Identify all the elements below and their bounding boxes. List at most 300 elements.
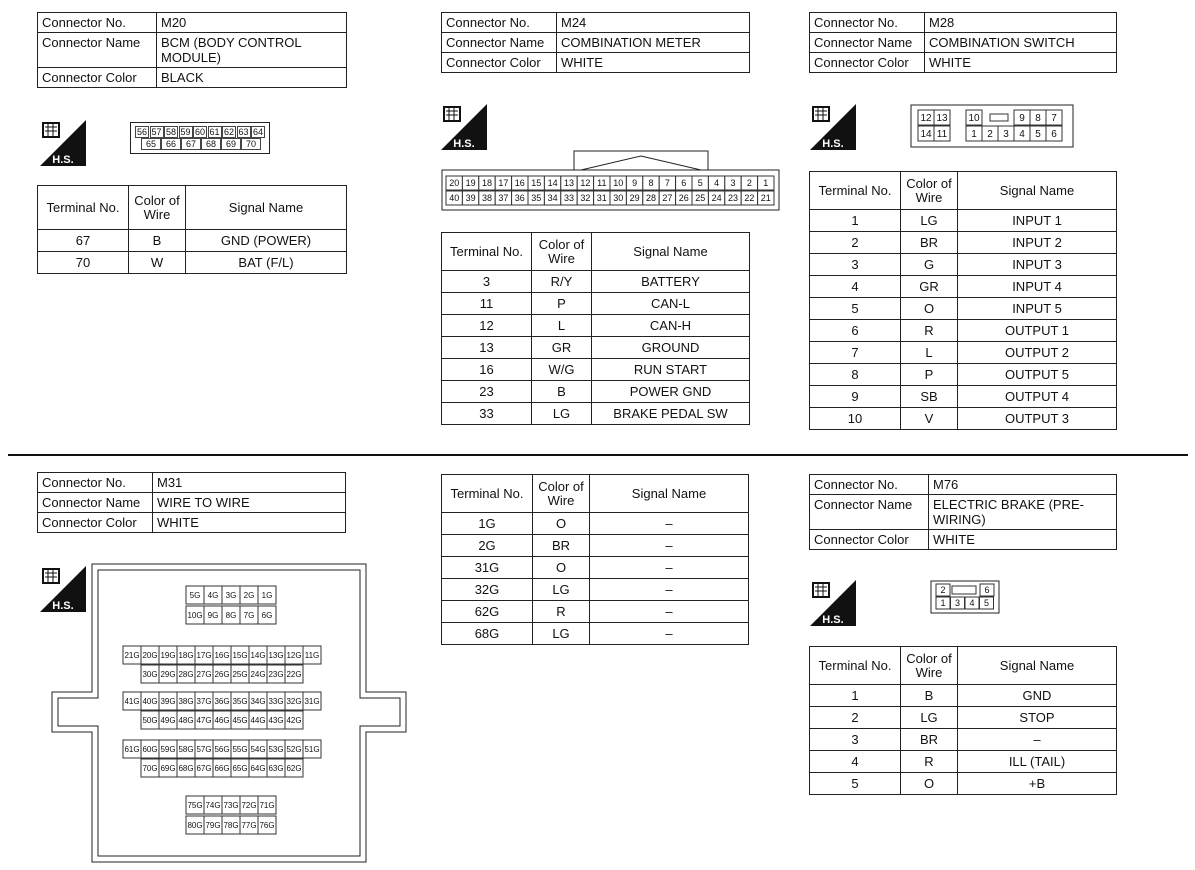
- pin-60G: [141, 740, 159, 758]
- table-row: [38, 252, 347, 274]
- pin-19: [462, 176, 478, 190]
- table-row: [442, 579, 749, 601]
- pin-6G: [258, 606, 276, 624]
- pin-label: 3: [730, 178, 736, 189]
- pin-63G: [267, 759, 285, 777]
- pin-67: 67: [181, 138, 201, 150]
- pin-67G: [195, 759, 213, 777]
- pin-label: 76G: [259, 820, 275, 830]
- terminal-no-cell: 1: [810, 210, 901, 232]
- pin-label: 65G: [232, 763, 248, 773]
- pin-label: 77G: [241, 820, 257, 830]
- pin-label: 47G: [196, 715, 212, 725]
- pin-31G: [303, 692, 321, 710]
- pin-78G: [222, 816, 240, 834]
- pin-33: [561, 191, 577, 205]
- pin-label: 14: [547, 178, 558, 189]
- pin-label: 22G: [286, 669, 302, 679]
- signal-name-cell: BRAKE PEDAL SW: [592, 403, 750, 425]
- pin-label: 74G: [205, 800, 221, 810]
- pin-2: [741, 176, 757, 190]
- wire-color-cell: LG: [533, 623, 590, 645]
- m76-connector-face: [930, 580, 1002, 616]
- pin-label: 21: [760, 193, 771, 204]
- pin-label: 10: [613, 178, 624, 189]
- pin-59: 59: [180, 127, 191, 137]
- section-divider: [8, 454, 1188, 456]
- pin-8G: [222, 606, 240, 624]
- table-row: [810, 320, 1117, 342]
- pin-label: 37G: [196, 696, 212, 706]
- signal-name-cell: INPUT 5: [958, 298, 1117, 320]
- pin-8: [1030, 110, 1046, 125]
- signal-name-cell: STOP: [958, 707, 1117, 729]
- wire-color-cell: SB: [901, 386, 958, 408]
- wire-color-cell: LG: [532, 403, 592, 425]
- pin-label: 10G: [187, 610, 203, 620]
- pin-50G: [141, 711, 159, 729]
- pin-label: 2: [987, 129, 993, 140]
- pin-label: 26G: [214, 669, 230, 679]
- wire-color-header: Color of Wire: [901, 172, 958, 210]
- signal-name-cell: –: [590, 601, 749, 623]
- pin-10: [610, 176, 626, 190]
- pin-6: [676, 176, 692, 190]
- pin-80G: [186, 816, 204, 834]
- wire-color-cell: O: [901, 773, 958, 795]
- wire-color-cell: O: [533, 557, 590, 579]
- signal-name-cell: ILL (TAIL): [958, 751, 1117, 773]
- m76-connector-no: M76: [929, 475, 1117, 495]
- m31-connector-color: WHITE: [153, 513, 346, 533]
- pin-33G: [267, 692, 285, 710]
- connector-name-label: Connector Name: [38, 493, 153, 513]
- pin-7G: [240, 606, 258, 624]
- pin-label: 80G: [187, 820, 203, 830]
- pin-16: [512, 176, 528, 190]
- pin-label: 45G: [232, 715, 248, 725]
- pin-25: [692, 191, 708, 205]
- pin-9: [1014, 110, 1030, 125]
- m20-harness-side-icon: [40, 120, 86, 166]
- signal-name-cell: OUTPUT 2: [958, 342, 1117, 364]
- pin-label: 14G: [250, 650, 266, 660]
- pin-22: [741, 191, 757, 205]
- pin-label: 26: [678, 193, 689, 204]
- table-row: [810, 707, 1117, 729]
- wire-color-cell: V: [901, 408, 958, 430]
- pin-34: [544, 191, 560, 205]
- table-row: [442, 557, 749, 579]
- pin-66G: [213, 759, 231, 777]
- pin-14G: [249, 646, 267, 664]
- pin-label: 30: [613, 193, 624, 204]
- pin-11: [594, 176, 610, 190]
- pin-label: 6: [984, 585, 990, 596]
- pin-label: 16: [514, 178, 525, 189]
- pin-label: 44G: [250, 715, 266, 725]
- terminal-no-header: Terminal No.: [810, 172, 901, 210]
- pin-label: 25: [695, 193, 706, 204]
- m24-connector-face: [441, 150, 781, 214]
- pin-30: [610, 191, 626, 205]
- pin-label: 21G: [124, 650, 140, 660]
- terminal-no-cell: 33: [442, 403, 532, 425]
- wire-color-cell: R: [533, 601, 590, 623]
- pin-14: [918, 126, 934, 141]
- wire-color-cell: BR: [533, 535, 590, 557]
- wire-color-cell: L: [532, 315, 592, 337]
- connector-name-label: Connector Name: [38, 33, 157, 68]
- pin-label: 30G: [142, 669, 158, 679]
- pin-66: 66: [161, 138, 181, 150]
- signal-name-cell: OUTPUT 4: [958, 386, 1117, 408]
- pin-10G: [186, 606, 204, 624]
- pin-label: 62G: [286, 763, 302, 773]
- pin-6: [1046, 126, 1062, 141]
- connector-name-label: Connector Name: [810, 495, 929, 530]
- wire-color-cell: O: [901, 298, 958, 320]
- terminal-no-cell: 3: [442, 271, 532, 293]
- pin-36: [512, 191, 528, 205]
- pin-37G: [195, 692, 213, 710]
- pin-34G: [249, 692, 267, 710]
- pin-12G: [285, 646, 303, 664]
- wire-color-cell: B: [901, 685, 958, 707]
- terminal-no-cell: 4: [810, 276, 901, 298]
- pin-label: 6: [681, 178, 687, 189]
- pin-label: 61G: [124, 744, 140, 754]
- pin-54G: [249, 740, 267, 758]
- wire-color-header: Color of Wire: [129, 186, 186, 230]
- pin-5: [692, 176, 708, 190]
- pin-3: [725, 176, 741, 190]
- table-row: [442, 535, 749, 557]
- pin-68G: [177, 759, 195, 777]
- pin-label: 1: [940, 598, 946, 609]
- wire-color-cell: W/G: [532, 359, 592, 381]
- pin-7: [659, 176, 675, 190]
- pin-label: 39: [465, 193, 476, 204]
- pin-72G: [240, 796, 258, 814]
- m28-harness-side-icon: [810, 104, 856, 150]
- pin-label: 1: [763, 178, 769, 189]
- pin-label: 17: [498, 178, 509, 189]
- pin-44G: [249, 711, 267, 729]
- pin-15G: [231, 646, 249, 664]
- signal-name-cell: INPUT 3: [958, 254, 1117, 276]
- table-row: [38, 230, 347, 252]
- terminal-no-cell: 6: [810, 320, 901, 342]
- signal-name-cell: OUTPUT 5: [958, 364, 1117, 386]
- pin-26: [676, 191, 692, 205]
- terminal-no-cell: 2: [810, 232, 901, 254]
- terminal-no-header: Terminal No.: [442, 233, 532, 271]
- pin-label: 24G: [250, 669, 266, 679]
- pin-69: 69: [221, 138, 241, 150]
- terminal-no-cell: 2G: [442, 535, 533, 557]
- wire-color-header: Color of Wire: [901, 647, 958, 685]
- pin-label: 56G: [214, 744, 230, 754]
- wire-color-cell: BR: [901, 232, 958, 254]
- pin-5G: [186, 586, 204, 604]
- pin-10: [966, 110, 982, 125]
- wire-color-cell: W: [129, 252, 186, 274]
- wire-color-cell: GR: [901, 276, 958, 298]
- signal-name-cell: INPUT 1: [958, 210, 1117, 232]
- pin-3: [951, 597, 965, 609]
- pin-18G: [177, 646, 195, 664]
- pin-label: 6: [1051, 129, 1057, 140]
- pin-28: [643, 191, 659, 205]
- table-row: [442, 337, 750, 359]
- table-row: [810, 276, 1117, 298]
- pin-label: 54G: [250, 744, 266, 754]
- table-row: [810, 729, 1117, 751]
- terminal-no-cell: 2: [810, 707, 901, 729]
- pin-label: 46G: [214, 715, 230, 725]
- wire-color-cell: LG: [901, 210, 958, 232]
- m28-connector-face: [910, 104, 1074, 148]
- wire-color-cell: G: [901, 254, 958, 276]
- wire-color-cell: LG: [533, 579, 590, 601]
- pin-9G: [204, 606, 222, 624]
- signal-name-cell: –: [590, 513, 749, 535]
- table-row: [810, 773, 1117, 795]
- terminal-no-cell: 13: [442, 337, 532, 359]
- terminal-no-cell: 1G: [442, 513, 533, 535]
- pin-77G: [240, 816, 258, 834]
- pin-label: 35: [531, 193, 542, 204]
- signal-name-header: Signal Name: [958, 647, 1117, 685]
- signal-name-cell: +B: [958, 773, 1117, 795]
- m24-terminal-table: [441, 232, 750, 425]
- pin-17: [495, 176, 511, 190]
- m20-connector-info: [37, 12, 347, 88]
- pin-12: [577, 176, 593, 190]
- pin-label: 36: [514, 193, 525, 204]
- m20-connector-no: M20: [157, 13, 347, 33]
- connector-name-label: Connector Name: [810, 33, 925, 53]
- m31-connector-no: M31: [153, 473, 346, 493]
- pin-21: [758, 191, 774, 205]
- pin-17G: [195, 646, 213, 664]
- pin-label: 13: [936, 113, 948, 124]
- pin-11: [934, 126, 950, 141]
- pin-1: [966, 126, 982, 141]
- table-row: [442, 601, 749, 623]
- pin-label: 68G: [178, 763, 194, 773]
- pin-58G: [177, 740, 195, 758]
- pin-23G: [267, 665, 285, 683]
- pin-label: 9: [632, 178, 638, 189]
- pin-label: 12: [920, 113, 932, 124]
- pin-56G: [213, 740, 231, 758]
- pin-15: [528, 176, 544, 190]
- pin-35G: [231, 692, 249, 710]
- pin-13: [934, 110, 950, 125]
- pin-13G: [267, 646, 285, 664]
- pin-59G: [159, 740, 177, 758]
- connector-no-label: Connector No.: [810, 13, 925, 33]
- wire-color-cell: R: [901, 751, 958, 773]
- table-row: [442, 293, 750, 315]
- pin-48G: [177, 711, 195, 729]
- pin-64: 64: [252, 127, 263, 137]
- table-row: [442, 623, 749, 645]
- pin-label: 29G: [160, 669, 176, 679]
- table-row: [442, 513, 749, 535]
- table-row: [810, 685, 1117, 707]
- pin-label: 73G: [223, 800, 239, 810]
- pin-4: [965, 597, 979, 609]
- pin-3G: [222, 586, 240, 604]
- pin-label: 78G: [223, 820, 239, 830]
- m24-connector-color: WHITE: [557, 53, 750, 73]
- signal-name-cell: GND (POWER): [186, 230, 347, 252]
- wire-color-cell: BR: [901, 729, 958, 751]
- pin-label: 40G: [142, 696, 158, 706]
- pin-label: 34G: [250, 696, 266, 706]
- signal-name-header: Signal Name: [590, 475, 749, 513]
- m76-connector-name: ELECTRIC BRAKE (PRE-WIRING): [929, 495, 1117, 530]
- terminal-no-cell: 67: [38, 230, 129, 252]
- pin-label: 7: [1051, 113, 1057, 124]
- pin-18: [479, 176, 495, 190]
- pin-label: 4: [714, 178, 720, 189]
- pin-label: 12G: [286, 650, 302, 660]
- pin-label: 3: [1003, 129, 1009, 140]
- m20-connector-color: BLACK: [157, 68, 347, 88]
- table-row: [442, 315, 750, 337]
- m28-connector-no: M28: [925, 13, 1117, 33]
- pin-32: [577, 191, 593, 205]
- pin-70G: [141, 759, 159, 777]
- pin-64G: [249, 759, 267, 777]
- pin-40: [446, 191, 462, 205]
- connector-no-label: Connector No.: [38, 13, 157, 33]
- pin-label: 15: [531, 178, 542, 189]
- pin-label: 31: [596, 193, 607, 204]
- pin-60: 60: [194, 127, 205, 137]
- pin-19G: [159, 646, 177, 664]
- pin-label: 28: [645, 193, 657, 204]
- pin-label: 6G: [261, 610, 273, 620]
- pin-4: [1014, 126, 1030, 141]
- signal-name-header: Signal Name: [958, 172, 1117, 210]
- signal-name-header: Signal Name: [592, 233, 750, 271]
- m28-connector-info: [809, 12, 1117, 73]
- terminal-no-cell: 4: [810, 751, 901, 773]
- pin-76G: [258, 816, 276, 834]
- m24-connector-info: [441, 12, 750, 73]
- m20-connector-name: BCM (BODY CONTROL MODULE): [157, 33, 347, 68]
- pin-label: 67G: [196, 763, 212, 773]
- wire-color-header: Color of Wire: [533, 475, 590, 513]
- terminal-no-cell: 8: [810, 364, 901, 386]
- pin-label: 20: [449, 178, 460, 189]
- pin-label: 19G: [160, 650, 176, 660]
- pin-label: 69G: [160, 763, 176, 773]
- pin-label: 18G: [178, 650, 194, 660]
- pin-label: 3G: [225, 590, 237, 600]
- table-row: [810, 342, 1117, 364]
- pin-27G: [195, 665, 213, 683]
- pin-69G: [159, 759, 177, 777]
- pin-label: 5: [1035, 129, 1041, 140]
- pin-5: [1030, 126, 1046, 141]
- table-row: [442, 271, 750, 293]
- pin-label: 23: [727, 193, 739, 204]
- connector-no-label: Connector No.: [442, 13, 557, 33]
- pin-55G: [231, 740, 249, 758]
- pin-label: 75G: [187, 800, 203, 810]
- pin-20G: [141, 646, 159, 664]
- signal-name-cell: OUTPUT 3: [958, 408, 1117, 430]
- m76-connector-color: WHITE: [929, 530, 1117, 550]
- pin-label: 8G: [225, 610, 237, 620]
- pin-label: 37: [498, 193, 509, 204]
- pin-74G: [204, 796, 222, 814]
- terminal-no-cell: 70: [38, 252, 129, 274]
- pin-79G: [204, 816, 222, 834]
- terminal-no-cell: 16: [442, 359, 532, 381]
- pin-label: 13: [563, 178, 575, 189]
- connector-color-label: Connector Color: [442, 53, 557, 73]
- pin-label: 40: [449, 193, 460, 204]
- terminal-no-cell: 1: [810, 685, 901, 707]
- pin-label: 5: [697, 178, 703, 189]
- pin-63: 63: [238, 127, 249, 137]
- pin-label: 38G: [178, 696, 194, 706]
- pin-38: [479, 191, 495, 205]
- signal-name-cell: –: [590, 535, 749, 557]
- pin-label: 10: [968, 113, 980, 124]
- m28-connector-color: WHITE: [925, 53, 1117, 73]
- pin-label: 43G: [268, 715, 284, 725]
- pin-label: 60G: [142, 744, 158, 754]
- connector-no-label: Connector No.: [810, 475, 929, 495]
- pin-45G: [231, 711, 249, 729]
- connector-color-label: Connector Color: [38, 68, 157, 88]
- m31-connector-face: [48, 562, 408, 866]
- terminal-no-cell: 9: [810, 386, 901, 408]
- connector-no-label: Connector No.: [38, 473, 153, 493]
- pin-5: [980, 597, 994, 609]
- signal-name-cell: INPUT 4: [958, 276, 1117, 298]
- pin-label: 66G: [214, 763, 230, 773]
- table-row: [442, 381, 750, 403]
- pin-label: 24: [711, 193, 722, 204]
- pin-58: 58: [165, 127, 176, 137]
- signal-name-cell: RUN START: [592, 359, 750, 381]
- pin-40G: [141, 692, 159, 710]
- m24-harness-side-icon: [441, 104, 487, 150]
- wire-color-cell: L: [901, 342, 958, 364]
- signal-name-cell: GROUND: [592, 337, 750, 359]
- terminal-no-cell: 5: [810, 298, 901, 320]
- pin-label: 48G: [178, 715, 194, 725]
- table-row: [810, 364, 1117, 386]
- pin-label: 5: [983, 598, 990, 609]
- table-row: [810, 254, 1117, 276]
- wire-color-cell: B: [532, 381, 592, 403]
- pin-20: [446, 176, 462, 190]
- pin-8: [643, 176, 659, 190]
- pin-label: 28G: [178, 669, 194, 679]
- pin-1: [758, 176, 774, 190]
- signal-name-cell: –: [590, 623, 749, 645]
